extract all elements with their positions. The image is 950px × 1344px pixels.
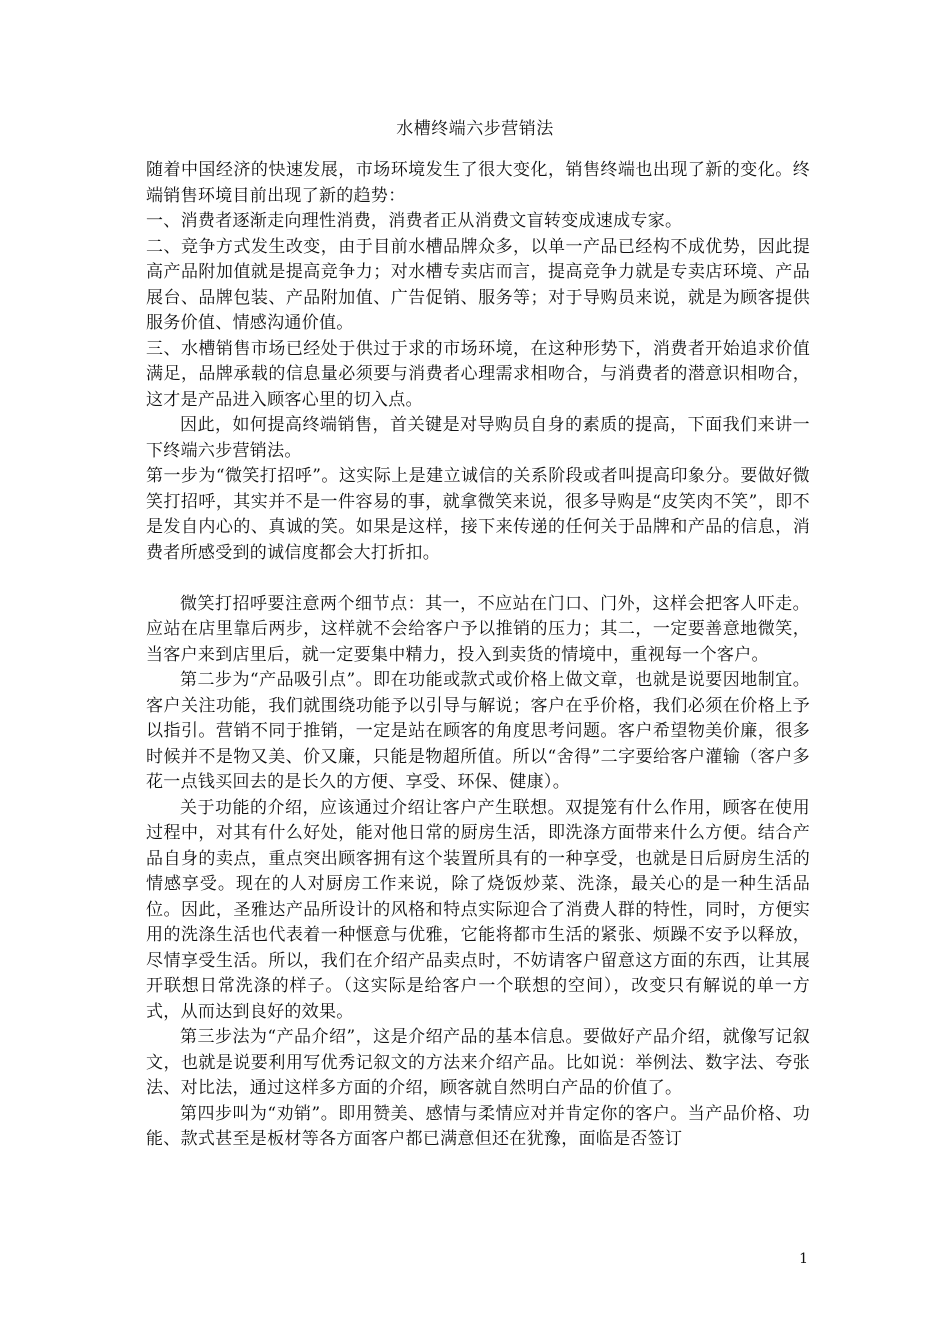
document-title: 水槽终端六步营销法 [396,119,554,139]
paragraph-step-3: 第三步法为“产品介绍”，这是介绍产品的基本信息。要做好产品介绍，就像写记叙文，也就是说要利用写优秀记叙文的方法来介绍产品。比如说：举例法、数字法、夸张法、对比法，通过这样多方面的介绍，顾客就自然明白产品的价值了。 [146,1027,810,1098]
paragraph-step-2: 第二步为“产品吸引点”。即在功能或款式或价格上做文章，也就是说要因地制宜。客户关注功能，我们就围绕功能予以引导与解说；客户在乎价格，我们必须在价格上予以指引。营销不同于推销，一定是站在顾客的角度思考问题。客户希望物美价廉，很多时候并不是物又美、价又廉，只能是物超所值。所以“舍得”二字要给客户灌输（客户多花一点钱买回去的是长久的方便、享受、环保、健康）。 [146,670,810,792]
paragraph-trend-1: 一、消费者逐渐走向理性消费，消费者正从消费文盲转变成速成专家。 [146,211,683,231]
paragraph-transition: 因此，如何提高终端销售，首关键是对导购员自身的素质的提高，下面我们来讲一下终端六步营销法。 [146,415,810,461]
paragraph-trend-2: 二、竞争方式发生改变，由于目前水槽品牌众多，以单一产品已经构不成优势，因此提高产品附加值就是提高竞争力；对水槽专卖店而言，提高竞争力就是专卖店环境、产品展台、品牌包装、产品附加值、广告促销、服务等；对于导购员来说，就是为顾客提供服务价值、情感沟通价值。 [146,236,810,333]
paragraph-step-1: 第一步为“微笑打招呼”。这实际上是建立诚信的关系阶段或者叫提高印象分。要做好微笑打招呼，其实并不是一件容易的事，就拿微笑来说，很多导购是“皮笑肉不笑”，即不是发自内心的、真诚的笑。如果是这样，接下来传递的任何关于品牌和产品的信息，消费者所感受到的诚信度都会大打折扣。 [146,466,810,563]
document-body [146,158,810,1153]
paragraph-step-4: 第四步叫为“劝销”。即用赞美、感情与柔情应对并肯定你的客户。当产品价格、功能、款式甚至是板材等各方面客户都已满意但还在犹豫，面临是否签订 [146,1103,810,1149]
page-number: 1 [799,1251,808,1267]
paragraph-blank-line [146,566,810,592]
paragraph-intro: 随着中国经济的快速发展，市场环境发生了很大变化，销售终端也出现了新的变化。终端销售环境目前出现了新的趋势： [146,160,810,206]
paragraph-function-intro: 关于功能的介绍，应该通过介绍让客户产生联想。双提笼有什么作用，顾客在使用过程中，对其有什么好处，能对他日常的厨房生活，即洗涤方面带来什么方便。结合产品自身的卖点，重点突出顾客拥有这个装置所具有的一种享受，也就是日后厨房生活的情感享受。现在的人对厨房工作来说，除了烧饭炒菜、洗涤，最关心的是一种生活品位。因此，圣雅达产品所设计的风格和特点实际迎合了消费人群的特性，同时，方便实用的洗涤生活也代表着一种惬意与优雅，它能将都市生活的紧张、烦躁不安予以释放，尽情享受生活。所以，我们在介绍产品卖点时，不妨请客户留意这方面的东西，让其展开联想日常洗涤的样子。（这实际是给客户一个联想的空间），改变只有解说的单一方式，从而达到良好的效果。 [146,797,810,1022]
paragraph-smile-details: 微笑打招呼要注意两个细节点：其一，不应站在门口、门外，这样会把客人吓走。应站在店里靠后两步，这样就不会给客户予以推销的压力；其二，一定要善意地微笑，当客户来到店里后，就一定要集中精力，投入到卖货的情境中，重视每一个客户。 [146,593,810,665]
paragraph-trend-3: 三、水槽销售市场已经处于供过于求的市场环境，在这种形势下，消费者开始追求价值满足，品牌承载的信息量必须要与消费者心理需求相吻合，与消费者的潜意识相吻合，这才是产品进入顾客心里的切入点。 [146,338,810,410]
